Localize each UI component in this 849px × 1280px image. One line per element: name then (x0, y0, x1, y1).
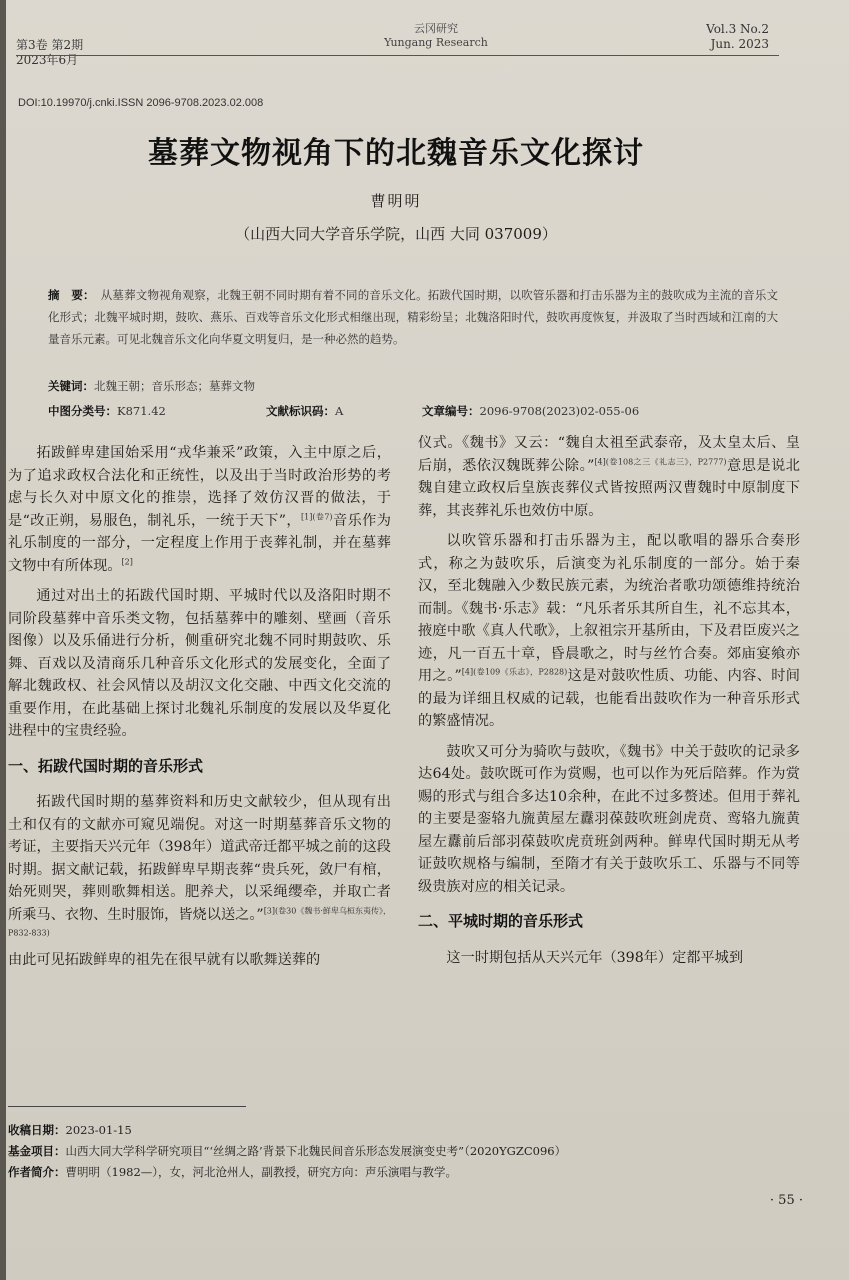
art-label: 文章编号： (422, 404, 480, 418)
abstract-text: 从墓葬文物视角观察，北魏王朝不同时期有着不同的音乐文化。拓跋代国时期，以吹管乐器和打击乐器为主的鼓吹成为主流的音乐文化形式；北魏平城时期，鼓吹、燕乐、百戏等音乐文化形式相继出现，精彩纷呈；北魏洛阳时代，鼓吹再度恢复，并汲取了当时西域和江南的大量音乐元素。可见北魏音乐文化向华夏文明复归，是一种必然的趋势。 (48, 288, 779, 346)
citation: [3](卷30《魏书·鲜卑乌桓东夷传》，P832-833) (8, 905, 391, 938)
citation: [4](卷109《乐志》，P2828) (461, 667, 568, 677)
article-title: 墓葬文物视角下的北魏音乐文化探讨 (148, 136, 644, 171)
journal-name-cn: 云冈研究 (414, 22, 458, 35)
header-journal (306, 22, 566, 50)
header-date: 2023年6月 (16, 53, 79, 67)
header-vol-no: Vol.3 No.2 (706, 22, 769, 36)
body-column-left (8, 442, 391, 971)
paragraph (418, 432, 800, 522)
received-label: 收稿日期： (8, 1123, 66, 1137)
bio-label: 作者简介： (8, 1165, 66, 1179)
author-affiliation: （山西大同大学音乐学院，山西 大同 037009） (235, 225, 557, 243)
header-volume-issue: 第3卷 第2期 (16, 38, 84, 52)
citation: [2] (121, 556, 133, 566)
paragraph-text: 拓跋鲜卑建国始采用“戎华兼采”政策，入主中原之后，为了追求政权合法化和正统性，以及出于当时政治形势的考虑与长久对中原文化的推崇，选择了效仿汉晋的做法，于是“改正朔，易服色，制礼乐，一统于天下”， (8, 445, 391, 529)
paragraph: 由此可见拓跋鲜卑的祖先在很早就有以歌舞送葬的 (8, 951, 321, 968)
doc-label: 文献标识码： (266, 404, 335, 418)
article-number (422, 403, 639, 419)
paragraph-text: 仪式。《魏书》又云：“魏自太祖至武泰帝，及太皇太后、皇后崩，悉依汉魏既葬公除。” (418, 435, 800, 474)
body-column-right (418, 432, 800, 969)
clc-value: K871.42 (117, 404, 166, 418)
keywords (48, 378, 255, 394)
fund-label: 基金项目： (8, 1144, 66, 1158)
clc-code (48, 403, 166, 419)
received-date (8, 1120, 768, 1141)
doc-code (266, 403, 343, 419)
citation: [1](卷7) (301, 511, 333, 521)
paragraph-text: 音乐作为礼乐制度的一部分，一定程度上作用于丧葬礼制，并在墓葬文物中有所体现。 (8, 512, 391, 574)
fund-value: 山西大同大学科学研究项目“‘丝绸之路’背景下北魏民间音乐形态发展演变史考”（2020YGZC096） (65, 1144, 567, 1158)
header-rule (16, 55, 779, 56)
paragraph: 这一时期包括从天兴元年（398年）定都平城到 (446, 949, 744, 966)
abstract (48, 284, 778, 350)
section-heading: 二、平城时期的音乐形式 (418, 912, 584, 930)
paragraph (418, 530, 800, 733)
paragraph-text: 拓跋代国时期的墓葬资料和历史文献较少，但从现有出土和仅有的文献亦可窥见端倪。对这一时期墓葬音乐文物的考证，主要指天兴元年（398年）道武帝迁都平城之前的这段时期。据文献记载，拓跋鲜卑早期丧葬“贵兵死，敛尸有棺，始死则哭，葬则歌舞相送。肥养犬，以采绳缨牵，并取亡者所乘马、衣物、生时服饰，皆烧以送之。” (8, 794, 391, 923)
paragraph: 通过对出土的拓跋代国时期、平城时代以及洛阳时期不同阶段墓葬中音乐类文物，包括墓葬中的雕刻、壁画（音乐图像）以及乐俑进行分析，侧重研究北魏不同时期鼓吹、乐舞、百戏以及清商乐几种音乐文化形式的发展变化，全面了解北魏政权、社会风情以及胡汉文化交融、中西文化交流的重要作用，在此基础上探讨北魏礼乐制度的发展以及华夏化进程中的宝贵经验。 (8, 588, 391, 739)
fund-project (8, 1141, 768, 1162)
article-author: 曹明明 (370, 192, 422, 210)
section-heading: 一、拓跋代国时期的音乐形式 (8, 756, 204, 775)
author-bio (8, 1162, 768, 1183)
art-value: 2096-9708(2023)02-055-06 (479, 404, 640, 418)
paragraph-text: 以吹管乐器和打击乐器为主，配以歌唱的器乐合奏形式，称之为鼓吹乐，后演变为礼乐制度的一部分。始于秦汉，至北魏融入少数民族元素，为统治者歌功颂德维持统治而制。《魏书·乐志》载：“凡乐者乐其所自生，礼不忘其本，掖庭中歌《真人代歌》，上叙祖宗开基所由，下及君臣废兴之迹，凡一百五十章，昏晨歌之，时与丝竹合奏。郊庙宴飨亦用之。” (418, 533, 800, 684)
bio-value: 曹明明（1982—），女，河北沧州人，副教授，研究方向：声乐演唱与教学。 (65, 1165, 458, 1179)
paragraph-text: 意思是说北魏自建立政权后皇族丧葬仪式皆按照两汉曹魏时中原制度下葬，其丧葬礼乐也效仿中原。 (418, 457, 800, 519)
clc-label: 中图分类号： (48, 404, 117, 418)
paragraph (8, 442, 391, 577)
keywords-label: 关键词： (48, 379, 94, 393)
paragraph (8, 791, 391, 949)
paragraph-text: 这是对鼓吹性质、功能、内容、时间的最为详细且权威的记载，也能看出鼓吹作为一种音乐形式的繁盛情况。 (418, 668, 800, 729)
footnotes (8, 1120, 768, 1183)
keywords-text: 北魏王朝；音乐形态；墓葬文物 (94, 379, 255, 393)
journal-page (6, 0, 849, 1280)
citation: [4](卷108之三《礼志三》，P2777) (594, 456, 727, 466)
header-volume-en (706, 22, 769, 52)
header-issue (16, 38, 83, 68)
doi: DOI:10.19970/j.cnki.ISSN 2096-9708.2023.02.008 (18, 97, 264, 109)
received-value: 2023-01-15 (65, 1123, 132, 1137)
footnote-rule (8, 1106, 246, 1107)
doc-value: A (335, 404, 344, 418)
abstract-label: 摘 要： (48, 288, 95, 302)
header-date-en: Jun. 2023 (710, 37, 769, 51)
paragraph: 鼓吹又可分为骑吹与鼓吹，《魏书》中关于鼓吹的记录多达64处。鼓吹既可作为赏赐，也可以作为死后陪葬。作为赏赐的形式与组合多达10余种，在此不过多赘述。但用于葬礼的主要是銮辂九旒黄屋左纛羽葆鼓吹班剑虎贲、鸾辂九旒黄屋左纛前后部羽葆鼓吹虎贲班剑两种。鲜卑代国时期无从考证鼓吹规格与编制，至隋才有关于鼓吹乐工、乐器与不同等级贵族对应的相关记录。 (418, 743, 800, 895)
page-number: · 55 · (769, 1193, 803, 1208)
journal-name-en: Yungang Research (384, 36, 488, 49)
